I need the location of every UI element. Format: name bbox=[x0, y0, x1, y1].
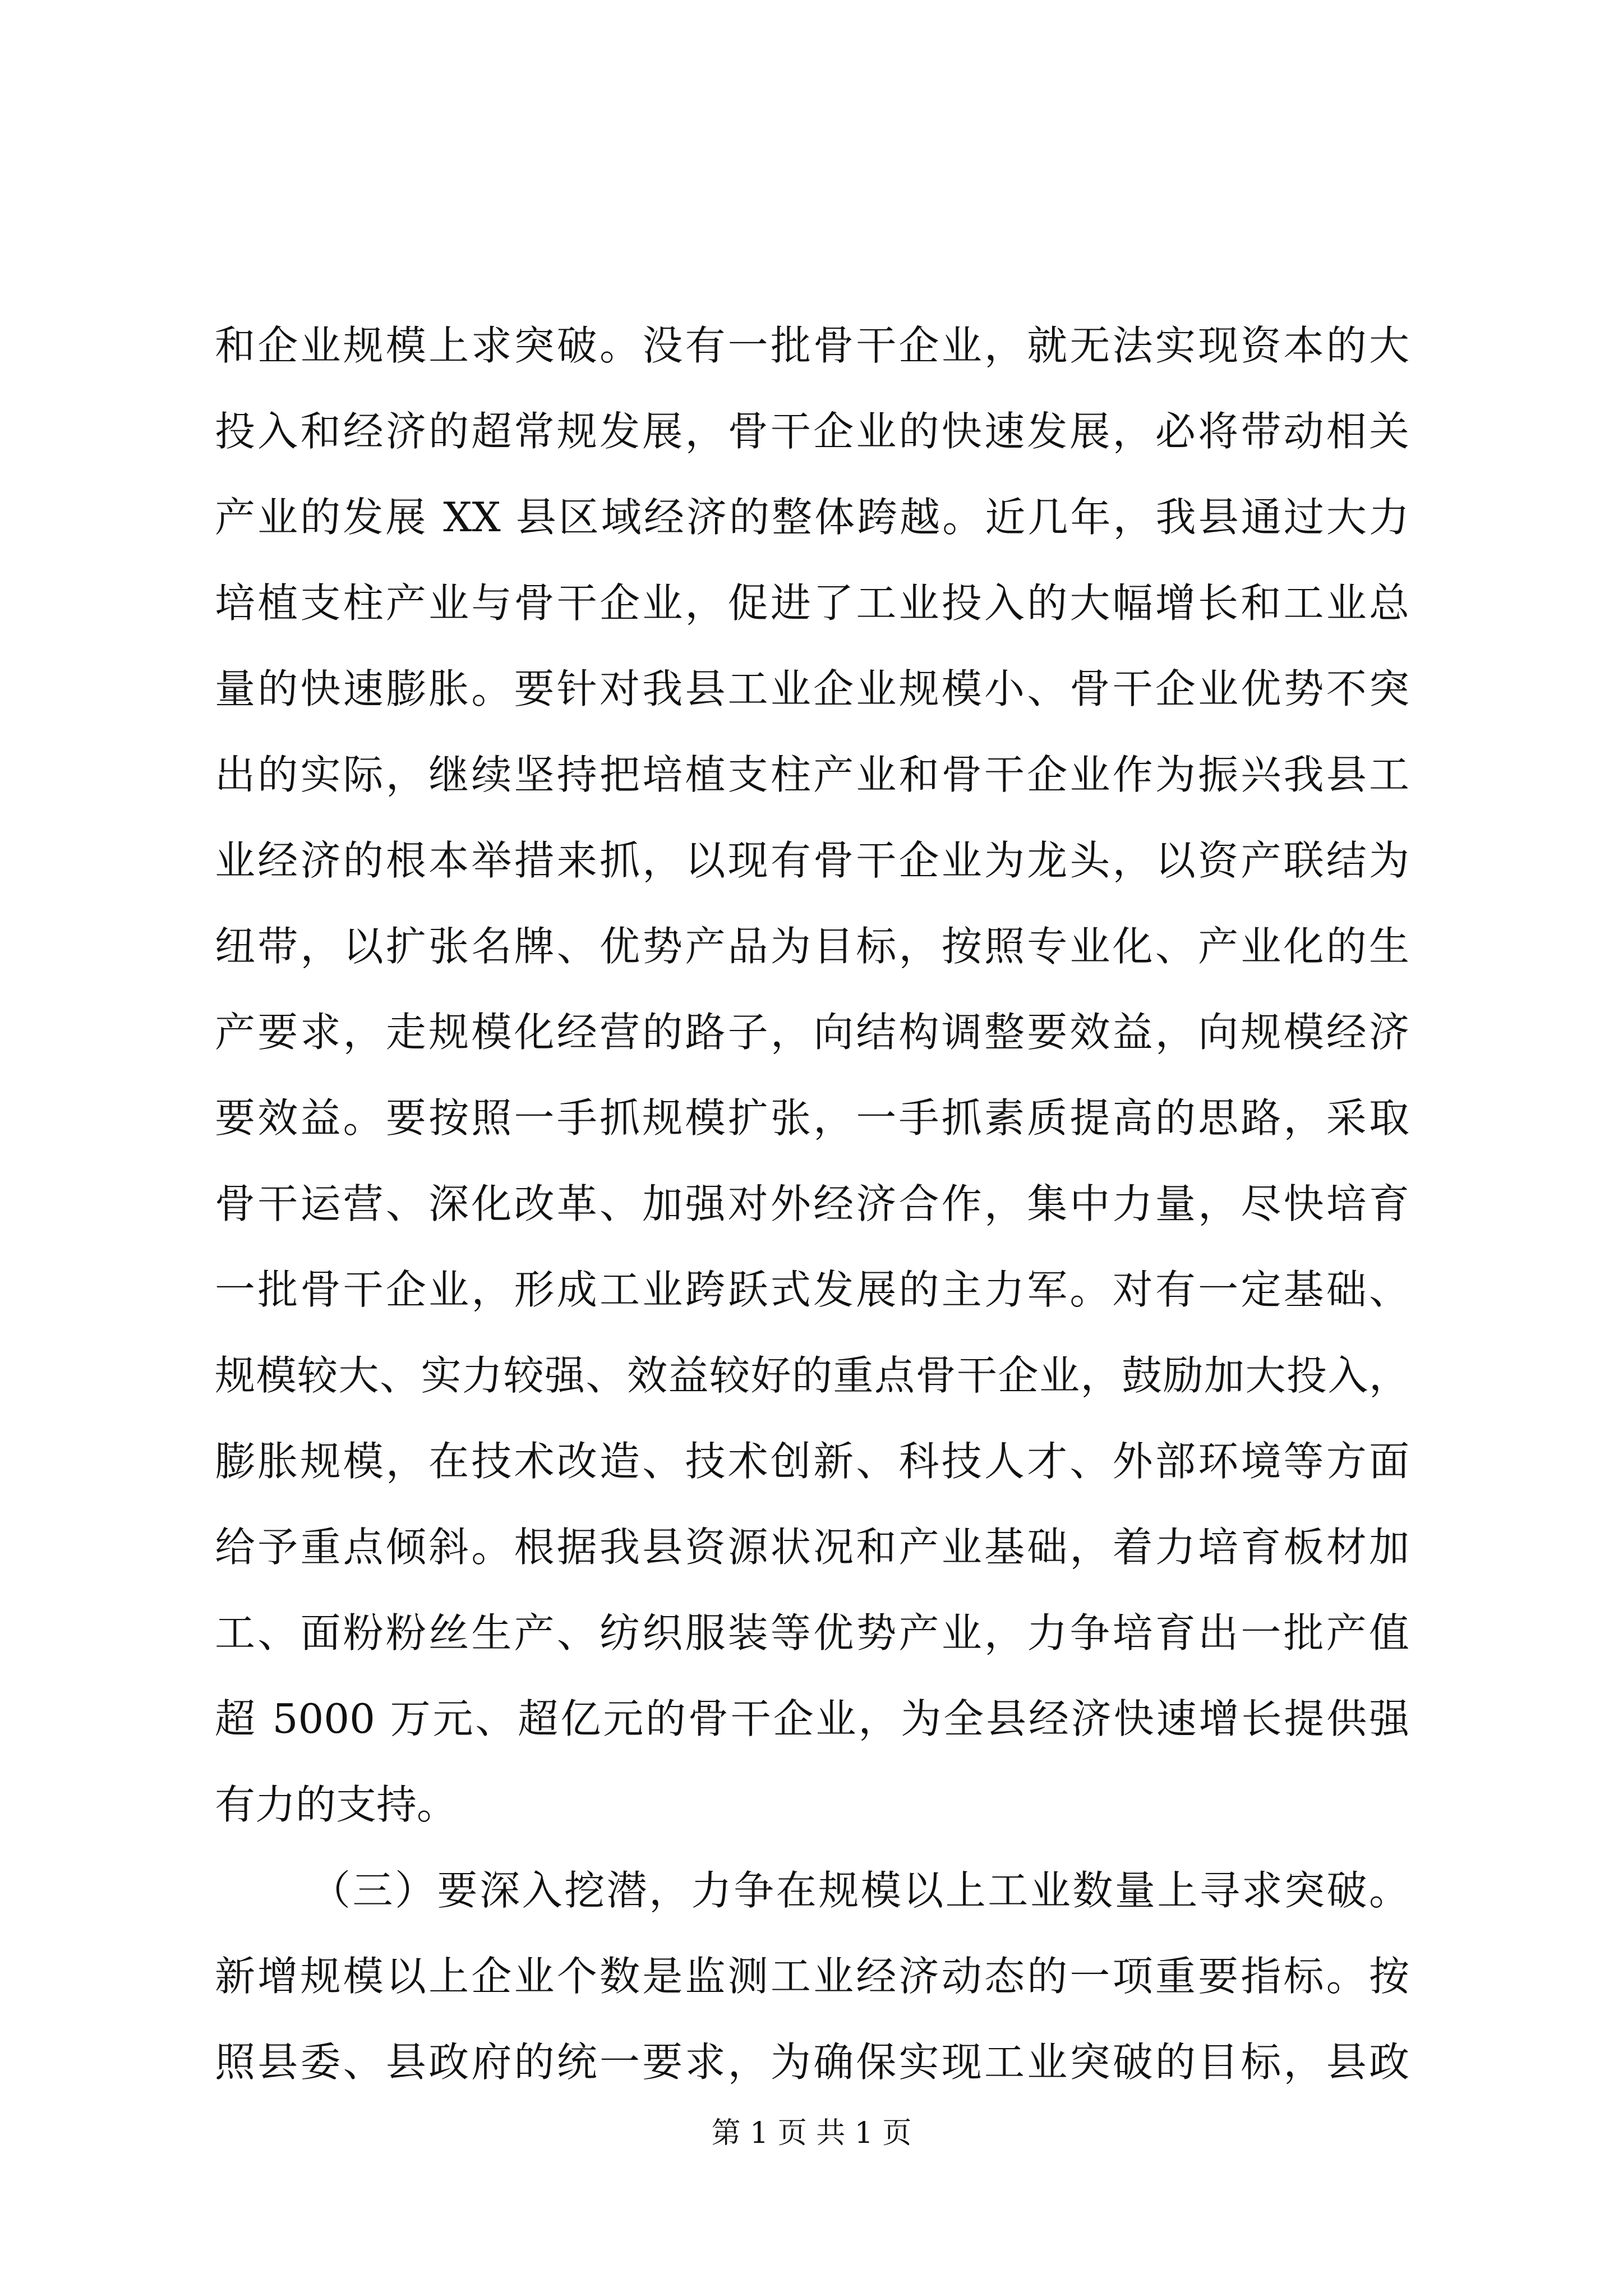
text-line: 培植支柱产业与骨干企业，促进了工业投入的大幅增长和工业总 bbox=[215, 579, 1409, 627]
text-line: 新增规模以上企业个数是监测工业经济动态的一项重要指标。按 bbox=[215, 1953, 1409, 2000]
text-line: 业经济的根本举措来抓，以现有骨干企业为龙头，以资产联结为 bbox=[215, 837, 1409, 884]
text-line: 产业的发展 XX 县区域经济的整体跨越。近几年，我县通过大力 bbox=[215, 494, 1409, 541]
text-line: 工、面粉粉丝生产、纺织服装等优势产业，力争培育出一批产值 bbox=[215, 1609, 1409, 1657]
text-line: 照县委、县政府的统一要求，为确保实现工业突破的目标，县政 bbox=[215, 2039, 1409, 2086]
text-line: 膨胀规模，在技术改造、技术创新、科技人才、外部环境等方面 bbox=[215, 1438, 1409, 1485]
text-line: 规模较大、实力较强、效益较好的重点骨干企业，鼓励加大投入， bbox=[215, 1352, 1409, 1399]
text-line: 投入和经济的超常规发展，骨干企业的快速发展，必将带动相关 bbox=[215, 408, 1409, 455]
text-line: 超 5000 万元、超亿元的骨干企业，为全县经济快速增长提供强 bbox=[215, 1695, 1409, 1742]
text-line: 纽带，以扩张名牌、优势产品为目标，按照专业化、产业化的生 bbox=[215, 923, 1409, 970]
section-heading: （三）要深入挖潜，力争在规模以上工业数量上寻求突破。 bbox=[310, 1867, 1409, 1914]
text-line: 量的快速膨胀。要针对我县工业企业规模小、骨干企业优势不突 bbox=[215, 665, 1409, 712]
body-text bbox=[215, 303, 1409, 2105]
text-line: 有力的支持。 bbox=[215, 1781, 458, 1828]
text-line: 给予重点倾斜。根据我县资源状况和产业基础，着力培育板材加 bbox=[215, 1524, 1409, 1571]
text-line: 骨干运营、深化改革、加强对外经济合作，集中力量，尽快培育 bbox=[215, 1180, 1409, 1227]
text-line: 和企业规模上求突破。没有一批骨干企业，就无法实现资本的大 bbox=[215, 322, 1409, 369]
text-line: 一批骨干企业，形成工业跨跃式发展的主力军。对有一定基础、 bbox=[215, 1266, 1409, 1313]
text-line: 要效益。要按照一手抓规模扩张，一手抓素质提高的思路，采取 bbox=[215, 1094, 1409, 1142]
page-footer: 第 1 页 共 1 页 bbox=[711, 2116, 912, 2150]
text-line: 出的实际，继续坚持把培植支柱产业和骨干企业作为振兴我县工 bbox=[215, 751, 1409, 798]
text-line: 产要求，走规模化经营的路子，向结构调整要效益，向规模经济 bbox=[215, 1009, 1409, 1056]
